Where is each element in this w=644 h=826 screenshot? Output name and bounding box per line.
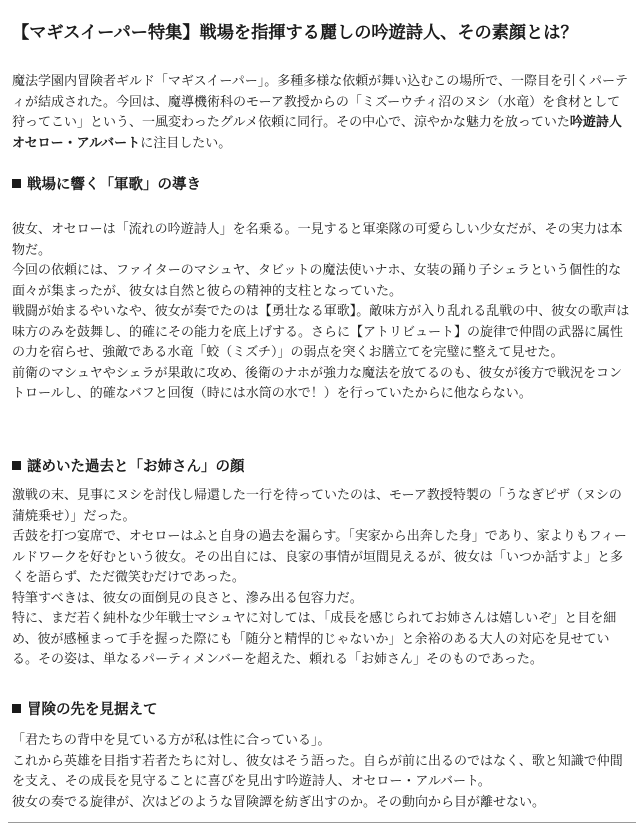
paragraph: 特筆すべきは、彼女の面倒見の良さと、滲み出る包容力だ。	[12, 590, 363, 606]
paragraph: 特に、まだ若く純朴な少年戦士マシュヤに対しては、「成長を感じられてお姉さんは嬉しいぞ」と目を細め、彼が感極まって手を握った際にも「随分と精悍的じゃないか」と余裕のある大人の対応を見せている。その姿は、単なるパーティメンバーを超えた、頼れる「お姉さん」そのものであった。	[12, 611, 617, 667]
square-bullet-icon	[12, 179, 21, 188]
intro-paragraph	[12, 72, 632, 154]
paragraph: 前衛のマシュヤやシェラが果敢に攻め、後衛のナホが強力な魔法を放てるのも、彼女が後方で戦況をコントロールし、的確なバフと回復（時には水筒の水で！）を行っていたからに他ならない。	[12, 365, 622, 401]
paragraph: 戦闘が始まるやいなや、彼女が奏でたのは【勇壮なる軍歌】。敵味方が入り乱れる乱戦の中、彼女の歌声は味方のみを鼓舞し、的確にその能力を底上げする。さらに【アトリビュート】の旋律で仲間の武器に属性の力を宿らせ、強敵である水竜「蛟（ミズチ）」の弱点を突くお膳立てを完璧に整えて見せた。	[12, 304, 630, 360]
paragraph: 激戦の末、見事にヌシを討伐し帰還した一行を待っていたのは、モーア教授特製の「うなぎピザ（ヌシの蒲焼乗せ）」だった。	[12, 488, 622, 524]
intro-text: 魔法学園内冒険者ギルド「マギスイーパー」。多種多様な依頼が舞い込むこの場所で、一際目を引くパーティが結成された。今回は、魔導機術科のモーア教授からの「ミズーウチィ沼のヌシ（水竜）を食材として狩ってこい」という、一風変わったグルメ依頼に同行。その中心で、涼やかな魅力を放っていた	[12, 74, 628, 130]
article-title: 【マギスイーパー特集】戦場を指揮する麗しの吟遊詩人、その素顔とは？	[12, 23, 578, 43]
paragraph: 「君たちの背中を見ている方が私は性に合っている」。	[12, 733, 331, 748]
intro-text-end: に注目したい。	[140, 135, 232, 151]
intro-highlight-name: 吟遊詩人オセロー・アルバート	[12, 115, 622, 151]
paragraph: 彼女、オセローは「流れの吟遊詩人」を名乗る。一見すると軍楽隊の可愛らしい少女だが、その実力は本物だ。	[12, 222, 623, 258]
section-3-body	[12, 731, 632, 813]
paragraph: これから英雄を目指す若者たちに対し、彼女はそう語った。自らが前に出るのではなく、歌と知識で仲間を支え、その成長を見守ることに喜びを見出す吟遊詩人、オセロー・アルバート。	[12, 753, 623, 789]
paragraph: 今回の依頼には、ファイターのマシュヤ、タビットの魔法使いナホ、女装の踊り子シェラという個性的な面々が集まったが、彼女は自然と彼らの精神的支柱となっていた。	[12, 263, 622, 299]
section-1-body	[12, 220, 632, 405]
bottom-divider	[8, 822, 636, 823]
paragraph: 彼女の奏でる旋律が、次はどのような冒険譚を紡ぎ出すのか。その動向から目が離せない。	[12, 794, 546, 810]
section-heading-text: 謎めいた過去と「お姉さん」の顔	[27, 459, 245, 475]
section-heading-1	[12, 175, 632, 195]
paragraph: 舌鼓を打つ宴席で、オセローはふと自身の過去を漏らす。「実家から出奔した身」であり、家よりもフィールドワークを好むという彼女。その出自には、良家の事情が垣間見えるが、彼女は「いつか話すよ」と多くを語らず、ただ微笑むだけであった。	[12, 529, 627, 585]
section-2-body	[12, 486, 632, 671]
section-heading-text: 冒険の先を見据えて	[27, 702, 158, 718]
section-heading-2	[12, 457, 632, 477]
square-bullet-icon	[12, 461, 21, 470]
section-heading-text: 戦場に響く「軍歌」の導き	[27, 177, 201, 193]
intro-block	[12, 72, 632, 154]
section-heading-3	[12, 700, 632, 720]
square-bullet-icon	[12, 704, 21, 713]
